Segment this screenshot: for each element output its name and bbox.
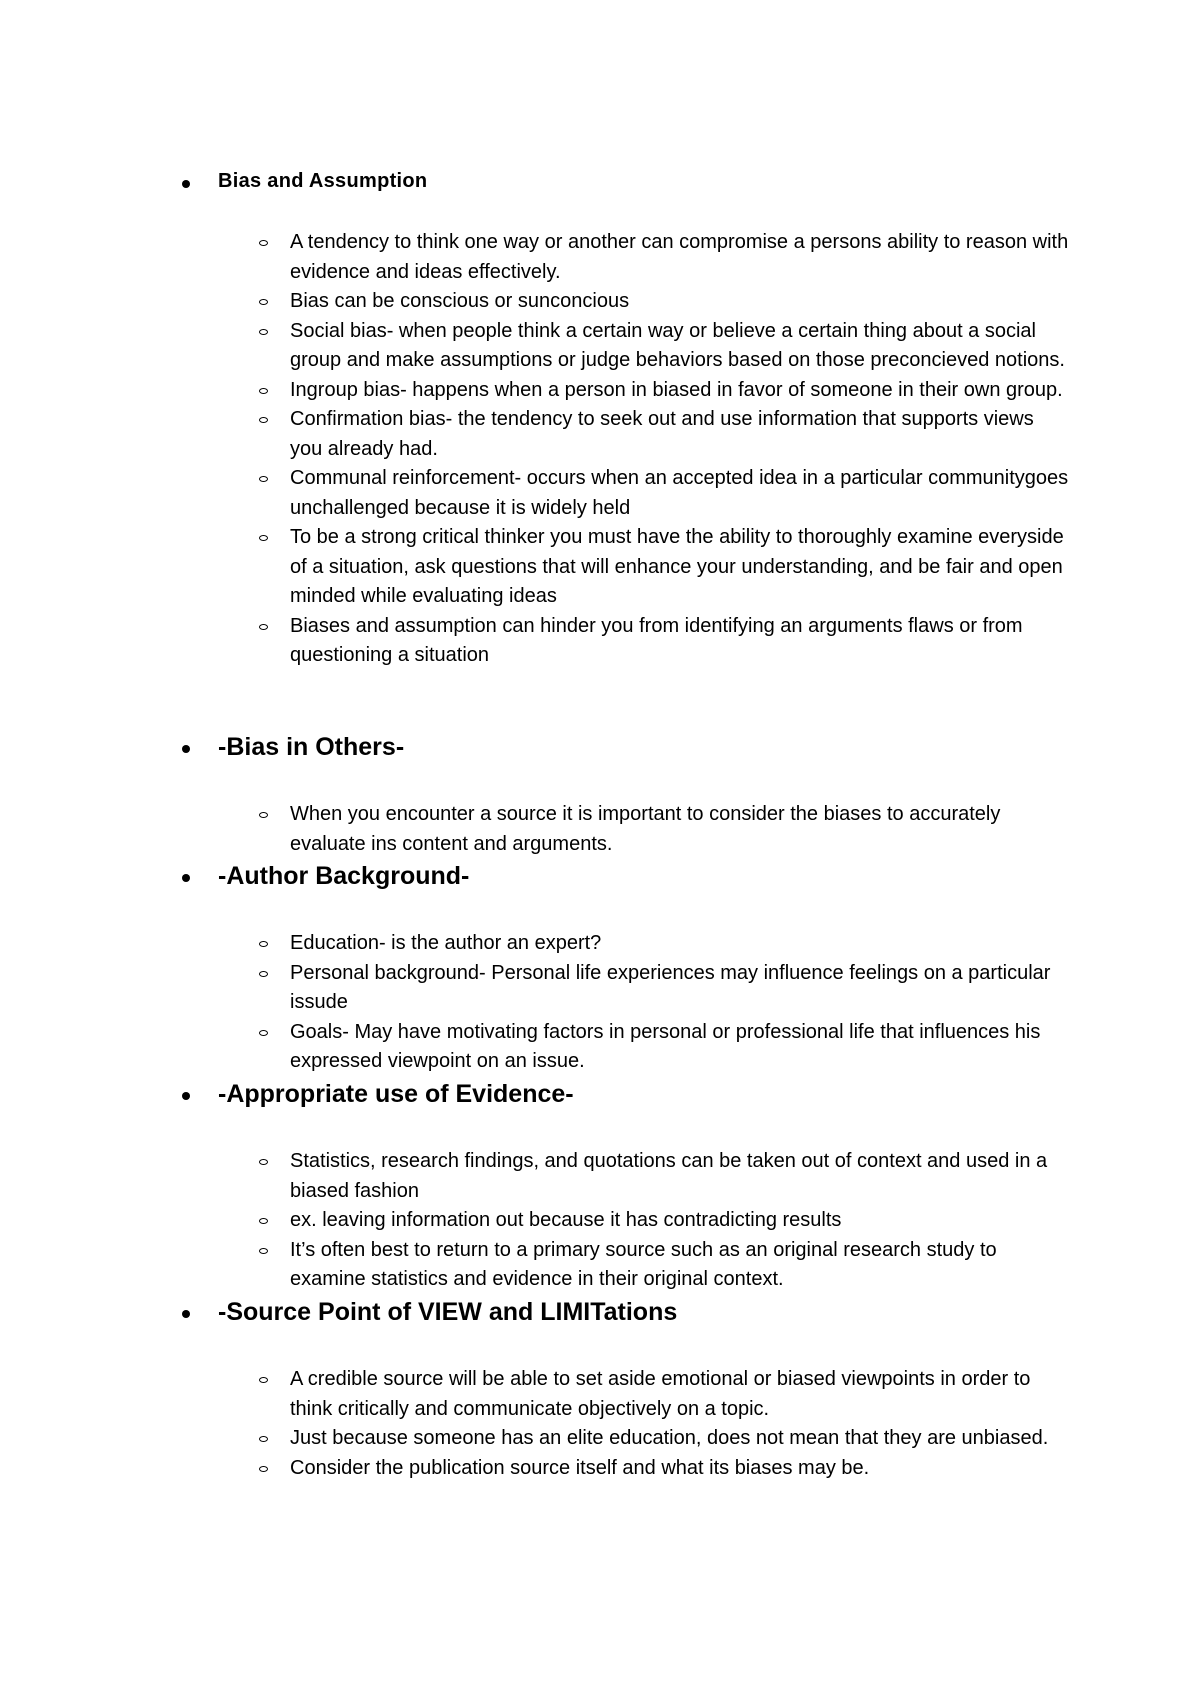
hollow-bullet-icon <box>259 624 268 630</box>
bullet-icon <box>182 180 190 188</box>
list-item: Just because someone has an elite education, does not mean that they are unbiased. <box>290 1424 1070 1454</box>
bullet-icon <box>182 1092 190 1100</box>
list-item: Bias can be conscious or sunconcious <box>290 287 1070 317</box>
section-heading: -Author Background- <box>218 862 470 890</box>
hollow-bullet-icon <box>259 476 268 482</box>
hollow-bullet-icon <box>259 329 268 335</box>
list-item: To be a strong critical thinker you must have the ability to thoroughly examine everyside of a situation, ask questions that will enhance your understanding, and be fair and open minded while evaluating ideas <box>290 523 1070 612</box>
bullet-icon <box>182 745 190 753</box>
hollow-bullet-icon <box>259 417 268 423</box>
section-heading: -Bias in Others- <box>218 733 405 761</box>
list-item: Ingroup bias- happens when a person in biased in favor of someone in their own group. <box>290 376 1070 406</box>
hollow-bullet-icon <box>259 299 268 305</box>
list-item: A credible source will be able to set aside emotional or biased viewpoints in order to think critically and communicate objectively on a topic. <box>290 1365 1070 1424</box>
sub-list <box>290 1147 1070 1295</box>
list-item: Communal reinforcement- occurs when an accepted idea in a particular communitygoes unchallenged because it is widely held <box>290 464 1070 523</box>
section-heading: -Source Point of VIEW and LIMITations <box>218 1298 678 1326</box>
bullet-icon <box>182 1310 190 1318</box>
hollow-bullet-icon <box>259 971 268 977</box>
list-item: Biases and assumption can hinder you from identifying an arguments flaws or from questioning a situation <box>290 612 1070 671</box>
hollow-bullet-icon <box>259 240 268 246</box>
list-item: When you encounter a source it is important to consider the biases to accurately evaluate ins content and arguments. <box>290 800 1070 859</box>
section-heading: Bias and Assumption <box>218 170 428 192</box>
list-item: It’s often best to return to a primary source such as an original research study to examine statistics and evidence in their original context. <box>290 1236 1070 1295</box>
hollow-bullet-icon <box>259 388 268 394</box>
list-item: Goals- May have motivating factors in personal or professional life that influences his expressed viewpoint on an issue. <box>290 1018 1070 1077</box>
bullet-icon <box>182 874 190 882</box>
list-item: Social bias- when people think a certain way or believe a certain thing about a social group and make assumptions or judge behaviors based on those preconcieved notions. <box>290 317 1070 376</box>
list-item: Confirmation bias- the tendency to seek out and use information that supports views you already had. <box>290 405 1070 464</box>
list-item: Personal background- Personal life experiences may influence feelings on a particular issude <box>290 959 1070 1018</box>
section-heading: -Appropriate use of Evidence- <box>218 1080 574 1108</box>
sub-list <box>290 1365 1070 1483</box>
sub-list <box>290 228 1070 671</box>
list-item: Consider the publication source itself and what its biases may be. <box>290 1454 1070 1484</box>
list-item: Statistics, research findings, and quotations can be taken out of context and used in a biased fashion <box>290 1147 1070 1206</box>
hollow-bullet-icon <box>259 1248 268 1254</box>
hollow-bullet-icon <box>259 812 268 818</box>
hollow-bullet-icon <box>259 1218 268 1224</box>
list-item: A tendency to think one way or another can compromise a persons ability to reason with evidence and ideas effectively. <box>290 228 1070 287</box>
hollow-bullet-icon <box>259 1159 268 1165</box>
list-item: Education- is the author an expert? <box>290 929 1070 959</box>
sub-list <box>290 800 1070 859</box>
hollow-bullet-icon <box>259 1466 268 1472</box>
sub-list <box>290 929 1070 1077</box>
hollow-bullet-icon <box>259 1436 268 1442</box>
hollow-bullet-icon <box>259 941 268 947</box>
hollow-bullet-icon <box>259 1030 268 1036</box>
hollow-bullet-icon <box>259 535 268 541</box>
hollow-bullet-icon <box>259 1377 268 1383</box>
list-item: ex. leaving information out because it has contradicting results <box>290 1206 1070 1236</box>
